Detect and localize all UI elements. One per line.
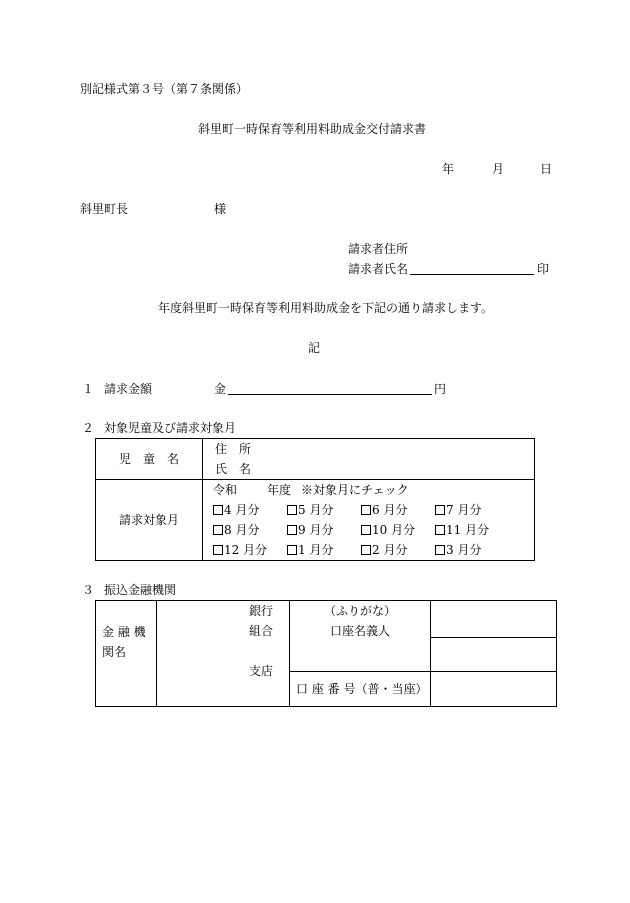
institution-label-2: 関名 <box>102 645 127 659</box>
furigana-label: （ふりがな） <box>323 604 396 618</box>
bank-label: 銀行 <box>249 604 274 618</box>
month-checkbox[interactable]: 6 月分 <box>361 503 407 517</box>
branch-label: 支店 <box>249 664 274 678</box>
bank-table <box>95 600 557 707</box>
amount-prefix: 金 <box>214 382 227 396</box>
checkbox-icon <box>361 545 371 555</box>
month-checkbox[interactable]: 7 月分 <box>435 503 481 517</box>
date-day: 日 <box>540 162 553 176</box>
checkbox-icon <box>361 505 371 515</box>
document-title: 斜里町一時保育等利用料助成金交付請求書 <box>198 122 427 136</box>
account-holder-input-cell[interactable] <box>431 638 557 672</box>
checkbox-icon <box>287 545 297 555</box>
checkbox-icon <box>435 545 445 555</box>
year-unit: 年度 <box>267 483 292 497</box>
account-number-label-cell <box>290 672 431 707</box>
institution-name-cell[interactable] <box>157 601 290 707</box>
union-label: 組合 <box>249 624 274 638</box>
form-number: 別記様式第３号（第７条関係） <box>80 82 249 96</box>
month-checkbox[interactable]: 12 月分 <box>213 543 267 557</box>
amount-unit: 円 <box>434 382 447 396</box>
applicant-name-label: 請求者氏名 <box>348 262 409 276</box>
account-number-input-cell[interactable] <box>431 672 557 707</box>
month-checkbox[interactable]: 3 月分 <box>435 543 481 557</box>
month-checkbox[interactable]: 10 月分 <box>361 523 415 537</box>
checkbox-icon <box>213 505 223 515</box>
month-checkbox[interactable]: 9 月分 <box>287 523 333 537</box>
months-cell <box>203 480 535 561</box>
child-address-label: 住 所 <box>215 442 252 456</box>
section1-number: １ <box>82 382 95 396</box>
institution-label-1: 金 融 機 <box>102 625 146 639</box>
section1-label: 請求金額 <box>104 382 153 396</box>
amount-line[interactable] <box>228 394 432 395</box>
ki-heading: 記 <box>308 341 321 355</box>
applicant-name-line[interactable] <box>410 274 534 275</box>
child-label-cell <box>96 439 203 480</box>
month-checkbox[interactable]: 8 月分 <box>213 523 259 537</box>
applicant-address-label: 請求者住所 <box>348 242 409 256</box>
section2-number: ２ <box>82 421 95 435</box>
addressee-name: 斜里町長 <box>80 202 129 216</box>
addressee-suffix: 様 <box>214 202 227 216</box>
month-checkbox[interactable]: 11 月分 <box>435 523 489 537</box>
institution-label-cell <box>96 601 157 707</box>
section3-number: ３ <box>82 583 95 597</box>
furigana-input-cell[interactable] <box>431 601 557 638</box>
child-table <box>95 438 535 561</box>
month-checkbox[interactable]: 5 月分 <box>287 503 333 517</box>
checkbox-icon <box>213 525 223 535</box>
seal-mark: 印 <box>537 262 550 276</box>
months-label: 請求対象月 <box>118 513 179 527</box>
month-checkbox[interactable]: 1 月分 <box>287 543 333 557</box>
check-note: ※対象月にチェック <box>301 483 409 497</box>
date-month: 月 <box>492 162 505 176</box>
child-info-cell[interactable] <box>203 439 535 480</box>
checkbox-icon <box>287 505 297 515</box>
section2-label: 対象児童及び請求対象月 <box>104 421 237 435</box>
checkbox-icon <box>361 525 371 535</box>
section3-label: 振込金融機関 <box>104 583 177 597</box>
months-label-cell <box>96 480 203 561</box>
request-text: 年度斜里町一時保育等利用料助成金を下記の通り請求します。 <box>158 301 494 315</box>
account-number-label: 口 座 番 号（普・当座） <box>296 682 428 696</box>
checkbox-icon <box>435 525 445 535</box>
checkbox-icon <box>435 505 445 515</box>
date-year: 年 <box>442 162 455 176</box>
account-holder-label: 口座名義人 <box>329 624 390 638</box>
checkbox-icon <box>287 525 297 535</box>
account-holder-label-cell <box>290 601 431 672</box>
era-label: 令和 <box>213 483 238 497</box>
month-checkbox[interactable]: 4 月分 <box>213 503 259 517</box>
checkbox-icon <box>213 545 223 555</box>
month-checkbox[interactable]: 2 月分 <box>361 543 407 557</box>
child-label: 児 童 名 <box>118 452 179 466</box>
child-name-label: 氏 名 <box>215 462 252 476</box>
